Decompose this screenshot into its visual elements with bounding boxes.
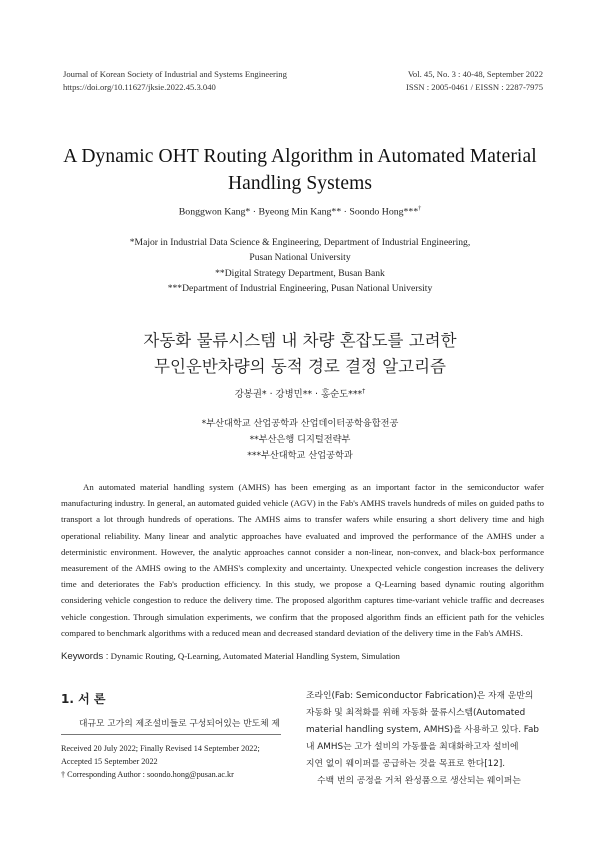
intro-line: 수백 번의 공정을 거쳐 완성품으로 생산되는 웨이퍼는 [306,776,521,786]
affiliation-en-2: Pusan National University [249,252,351,263]
authors-en [0,206,600,217]
footnote [61,742,283,781]
authors-ko-names: 강봉권* · 강병민** · 홍순도*** [234,389,363,400]
authors-en-names: Bonggwon Kang* · Byeong Min Kang** · Soondo Hong*** [178,206,419,218]
affiliation-en-3: **Digital Strategy Department, Busan Bank [215,268,385,279]
title-ko-line-2: 무인운반차량의 동적 경로 결정 알고리즘 [154,357,446,376]
affiliation-ko-3: ***부산대학교 산업공학과 [247,450,353,461]
corresponding-mark: † [418,206,422,212]
affiliation-ko-2: **부산은행 디지털전략부 [249,434,351,445]
volume-info: Vol. 45, No. 3 : 40-48, September 2022 [407,69,543,79]
issn-info: ISSN : 2005-0461 / EISSN : 2287-7975 [405,82,543,92]
paper-title-en: A Dynamic OHT Routing Algorithm in Automated Material Handling Systems [63,146,537,194]
affiliation-en-1: *Major in Industrial Data Science & Engineering, Department of Industrial Engineering, [129,237,471,248]
corresponding-mark-ko: † [362,387,366,395]
journal-name: Journal of Korean Society of Industrial and Systems Engineering [63,69,287,79]
introduction-right-column [306,688,544,790]
keywords [61,651,544,662]
intro-line: 조라인(Fab: Semiconductor Fabrication)은 자재 운반의 [306,691,534,701]
accepted-date: Accepted 15 September 2022 [61,757,158,766]
title-ko-line-1: 자동화 물류시스템 내 차량 혼잡도를 고려한 [143,331,457,350]
journal-header-right [406,68,543,94]
doi-link[interactable]: https://doi.org/10.11627/jksie.2022.45.3.040 [63,82,216,92]
intro-line: 자동화 및 최적화를 위해 자동화 물류시스템(Automated [306,708,526,718]
intro-line: 지연 없이 웨이퍼를 공급하는 것을 목표로 한다[12]. [306,759,506,769]
corresponding-author [61,768,283,781]
keywords-list: Dynamic Routing, Q-Learning, Automated Material Handling System, Simulation [110,651,400,661]
intro-line: 내 AMHS는 고가 설비의 가동률을 최대화하고자 설비에 [306,742,519,752]
paper-title-ko [40,328,560,380]
footnote-divider [61,734,281,735]
intro-line: material handling system, AMHS)을 사용하고 있다. Fab [306,725,540,735]
section-heading-introduction: 1. 서 론 [61,692,106,706]
received-date: Received 20 July 2022; Finally Revised 14 September 2022; [61,744,260,753]
affiliation-en-4: ***Department of Industrial Engineering, Pusan National University [167,283,433,294]
affiliation-ko-1: *부산대학교 산업공학과 산업데이터공학융합전공 [201,418,399,429]
keywords-label: Keywords : [61,651,109,662]
authors-ko [0,386,600,400]
corresponding-email: Corresponding Author : soondo.hong@pusan.ac.kr [67,770,234,779]
introduction-paragraph-start: 대규모 고가의 제조설비들로 구성되어있는 반도체 제 [79,719,280,729]
footnote-mark: † [61,770,66,779]
abstract: An automated material handling system (AMHS) has been emerging as an important factor in the semiconductor wafer manufacturing industry. In general, an automated guided vehicle (AGV) in the Fab's AMHS travels hundreds of miles on guided paths to transport a lot through hundreds of operations. The AMHS aims to transfer wafers while ensuring a short delivery time and high operational reliability. Many linear and analytic approaches have evaluated and improved the performance of the AMHS under a deterministic environment. However, the analytic approaches cannot consider a non-linear, non-convex, and black-box performance measurement of the AMHS owing to the AMHS's complexity and uncertainty. Unexpected vehicle congestion increases the delivery time and deteriorates the Fab's production efficiency. In this study, we propose a Q-Learning based dynamic routing algorithm considering vehicle congestion to reduce the delivery time. The proposed algorithm captures time-variant vehicle traffic and decreases vehicle congestion. Through simulation experiments, we confirm that the proposed algorithm finds an efficient path for the vehicles compared to benchmark algorithms with a reduced mean and decreased standard deviation of the delivery time in the Fab's AMHS. [61,482,544,638]
journal-header-left [63,68,287,94]
